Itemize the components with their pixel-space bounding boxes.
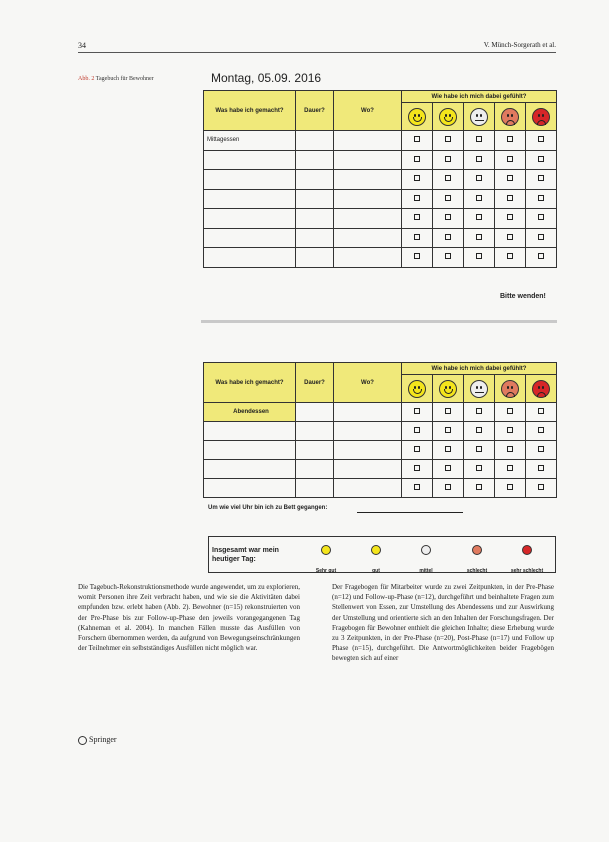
feeling-checkbox[interactable] [414,253,420,259]
duration-cell[interactable] [296,209,334,229]
feeling-checkbox-cell [463,209,494,229]
activity-cell[interactable] [204,479,296,498]
overall-option-3[interactable] [457,542,497,574]
feeling-checkbox[interactable] [507,253,513,259]
feeling-checkbox[interactable] [538,253,544,259]
feeling-checkbox[interactable] [538,234,544,240]
feeling-checkbox[interactable] [507,136,513,142]
overall-rating-box [208,536,556,573]
feeling-checkbox-cell [432,150,463,170]
feeling-checkbox-cell [525,248,556,268]
table-row [204,170,557,190]
figure-caption [78,75,188,84]
activity-cell[interactable]: Abendessen [204,403,296,422]
feeling-checkbox[interactable] [445,234,451,240]
feeling-checkbox-cell [525,441,556,460]
feeling-checkbox[interactable] [476,446,482,452]
feeling-checkbox-cell [402,228,433,248]
feeling-checkbox[interactable] [507,156,513,162]
face-header-cell [402,375,433,403]
feeling-checkbox[interactable] [445,253,451,259]
feeling-checkbox-cell [432,228,463,248]
feeling-checkbox-cell [494,170,525,190]
feeling-checkbox[interactable] [538,195,544,201]
table-row [204,403,557,422]
feeling-checkbox-cell [402,150,433,170]
sad-face-icon [472,545,482,555]
face-header-cell [432,103,463,131]
feeling-checkbox-cell [463,403,494,422]
table-row [204,441,557,460]
neutral-face-icon [470,108,488,126]
very-happy-face-icon [408,380,426,398]
feeling-checkbox-cell [525,170,556,190]
feeling-checkbox[interactable] [538,156,544,162]
feeling-checkbox[interactable] [445,156,451,162]
very-happy-face-icon [408,108,426,126]
bedtime-answer-line [357,512,463,513]
table-row [204,228,557,248]
very-sad-face-icon [522,545,532,555]
feeling-checkbox[interactable] [476,136,482,142]
table-row [204,460,557,479]
table-row [204,248,557,268]
feeling-checkbox-cell [463,422,494,441]
neutral-face-icon [470,380,488,398]
feeling-checkbox-cell [525,422,556,441]
overall-rating-label: Insgesamt war mein heutiger Tag: [212,547,279,563]
feeling-checkbox[interactable] [414,408,420,414]
happy-face-icon [439,108,457,126]
feeling-checkbox[interactable] [445,446,451,452]
very-happy-face-icon [321,545,331,555]
feeling-checkbox[interactable] [538,484,544,490]
feeling-checkbox-cell [494,209,525,229]
overall-option-label: gut [372,568,380,574]
publisher-footer [78,735,117,745]
feeling-checkbox[interactable] [476,156,482,162]
face-header-cell [525,103,556,131]
face-header-cell [432,375,463,403]
feeling-checkbox-cell [494,131,525,151]
place-cell[interactable] [334,209,402,229]
diary-date: Montag, 05.09. 2016 [211,71,322,85]
feeling-checkbox[interactable] [445,175,451,181]
feeling-checkbox[interactable] [414,156,420,162]
feeling-checkbox-cell [402,248,433,268]
feeling-checkbox[interactable] [476,253,482,259]
duration-cell[interactable] [296,441,334,460]
feeling-checkbox[interactable] [414,446,420,452]
feeling-checkbox[interactable] [507,234,513,240]
feeling-checkbox-cell [494,479,525,498]
feeling-checkbox[interactable] [414,195,420,201]
feeling-checkbox[interactable] [414,465,420,471]
feeling-checkbox[interactable] [445,408,451,414]
feeling-checkbox[interactable] [476,195,482,201]
feeling-checkbox-cell [525,228,556,248]
duration-cell[interactable] [296,189,334,209]
feeling-checkbox[interactable] [507,408,513,414]
feeling-checkbox-cell [402,422,433,441]
duration-cell[interactable] [296,248,334,268]
activity-cell[interactable] [204,441,296,460]
feeling-checkbox[interactable] [476,214,482,220]
feeling-checkbox-cell [525,150,556,170]
feeling-checkbox[interactable] [414,234,420,240]
table-row [204,209,557,229]
sad-face-icon [501,108,519,126]
activity-cell[interactable] [204,228,296,248]
duration-cell[interactable] [296,170,334,190]
feeling-checkbox-cell [463,150,494,170]
feeling-checkbox-cell [525,189,556,209]
table-row [204,131,557,151]
feeling-checkbox[interactable] [445,136,451,142]
feeling-checkbox-cell [432,248,463,268]
place-cell[interactable] [334,441,402,460]
table-row [204,479,557,498]
overall-option-1[interactable] [356,542,396,574]
neutral-face-icon [421,545,431,555]
feeling-checkbox[interactable] [538,175,544,181]
header-rule [78,52,556,53]
feeling-checkbox[interactable] [445,214,451,220]
sad-face-icon [501,380,519,398]
col-place-header: Wo? [334,91,402,131]
feeling-checkbox[interactable] [538,136,544,142]
feeling-checkbox[interactable] [507,195,513,201]
feeling-checkbox[interactable] [476,234,482,240]
table-row [204,189,557,209]
col-place-header: Wo? [334,363,402,403]
place-cell[interactable] [334,403,402,422]
face-header-cell [463,103,494,131]
diary-table-lunch [203,90,557,268]
overall-option-4[interactable] [507,542,547,574]
very-sad-face-icon [532,380,550,398]
diary-table-dinner [203,362,557,498]
place-cell[interactable] [334,479,402,498]
col-feeling-header: Wie habe ich mich dabei gefühlt? [402,91,557,103]
feeling-checkbox-cell [525,403,556,422]
overall-option-label: sehr schlecht [510,568,544,574]
feeling-checkbox-cell [494,189,525,209]
feeling-checkbox-cell [402,460,433,479]
duration-cell[interactable] [296,131,334,151]
feeling-checkbox[interactable] [476,175,482,181]
feeling-checkbox-cell [402,479,433,498]
feeling-checkbox[interactable] [538,214,544,220]
duration-cell[interactable] [296,460,334,479]
place-cell[interactable] [334,131,402,151]
publisher-name: Springer [89,735,117,744]
running-head: V. Münch-Sorgerath et al. [483,41,556,49]
feeling-checkbox-cell [432,479,463,498]
feeling-checkbox[interactable] [476,427,482,433]
feeling-checkbox-cell [494,460,525,479]
figure-caption-text: Tagebuch für Bewohner [95,76,154,82]
feeling-checkbox-cell [432,209,463,229]
feeling-checkbox-cell [402,441,433,460]
springer-logo-icon [78,736,87,745]
body-text-left: Die Tagebuch-Rekonstruktionsmethode wurde angewendet, um zu explorieren, womit Personen ihre Zeit verbracht haben, und wie sie die Aktivitäten dabei empfunden bzw. erlebt haben (Abb. 2). Bewohner (n=15) rekonstruierten von der Pre-Phase bis zur Follow-up-Phase den jeweils vorangegangenen Tag (Kahneman et al. 2004). In manchen Fällen musste das Ausfüllen von Forschern übernommen werden, da aufgrund von Bewegungseinschränkungen der Teilnehmer ein selbstständiges Ausfüllen nicht möglich war. [78,583,300,653]
feeling-checkbox-cell [402,189,433,209]
feeling-checkbox-cell [494,441,525,460]
duration-cell[interactable] [296,422,334,441]
activity-cell[interactable] [204,209,296,229]
col-feeling-header: Wie habe ich mich dabei gefühlt? [402,363,557,375]
feeling-checkbox[interactable] [476,465,482,471]
feeling-checkbox-cell [432,403,463,422]
activity-cell[interactable] [204,422,296,441]
feeling-checkbox-cell [402,403,433,422]
overall-option-label: mittel [419,568,433,574]
very-sad-face-icon [532,108,550,126]
page-divider [201,320,557,323]
feeling-checkbox-cell [463,441,494,460]
feeling-checkbox[interactable] [538,465,544,471]
feeling-checkbox[interactable] [414,214,420,220]
face-header-cell [525,375,556,403]
feeling-checkbox[interactable] [414,427,420,433]
feeling-checkbox[interactable] [507,465,513,471]
feeling-checkbox-cell [432,170,463,190]
feeling-checkbox-cell [463,248,494,268]
place-cell[interactable] [334,170,402,190]
feeling-checkbox[interactable] [414,175,420,181]
feeling-checkbox-cell [525,460,556,479]
feeling-checkbox-cell [432,189,463,209]
feeling-checkbox[interactable] [445,484,451,490]
activity-cell[interactable] [204,150,296,170]
face-header-cell [402,103,433,131]
face-header-cell [494,375,525,403]
feeling-checkbox-cell [525,209,556,229]
feeling-checkbox[interactable] [414,136,420,142]
feeling-checkbox-cell [432,131,463,151]
feeling-checkbox-cell [525,131,556,151]
place-cell[interactable] [334,248,402,268]
feeling-checkbox-cell [463,170,494,190]
duration-cell[interactable] [296,228,334,248]
feeling-checkbox[interactable] [476,484,482,490]
feeling-checkbox-cell [402,170,433,190]
feeling-checkbox[interactable] [507,484,513,490]
feeling-checkbox-cell [402,209,433,229]
feeling-checkbox-cell [494,422,525,441]
feeling-checkbox-cell [494,403,525,422]
feeling-checkbox[interactable] [414,484,420,490]
feeling-checkbox-cell [494,248,525,268]
duration-cell[interactable] [296,403,334,422]
feeling-checkbox-cell [432,460,463,479]
overall-option-label: schlecht [466,568,488,574]
feeling-checkbox-cell [463,131,494,151]
feeling-checkbox[interactable] [538,408,544,414]
feeling-checkbox[interactable] [507,175,513,181]
feeling-checkbox-cell [432,422,463,441]
activity-cell[interactable] [204,170,296,190]
activity-cell[interactable] [204,460,296,479]
place-cell[interactable] [334,422,402,441]
feeling-checkbox-cell [463,479,494,498]
feeling-checkbox-cell [432,441,463,460]
table-row [204,422,557,441]
page-number: 34 [78,41,86,50]
feeling-checkbox[interactable] [538,446,544,452]
duration-cell[interactable] [296,479,334,498]
body-text-right: Der Fragebogen für Mitarbeiter wurde zu zwei Zeitpunkten, in der Pre-Phase (n=12) und Follow-up-Phase (n=12), durchgeführt und beinhaltete Fragen zum Stellenwert von Essen, zur Umstellung des Abendessens und zur Auswirkung der Umstellung und orientierte sich an den Inhalten der Forschungsfragen. Der Fragebogen für Bewohner enthielt die gleichen Inhalte; diese Erhebung wurde zu 3 Zeitpunkten, in der Pre-Phase (n=20), Post-Phase (n=17) und Follow up Phase (n=15), durchgeführt. Die Antwortmöglichkeiten beider Fragebögen bewegten sich auf einer [332,583,554,663]
place-cell[interactable] [334,189,402,209]
activity-cell[interactable]: Mittagessen [204,131,296,151]
happy-face-icon [439,380,457,398]
overall-option-label: Sehr gut [315,568,337,574]
col-activity-header: Was habe ich gemacht? [204,91,296,131]
face-header-cell [463,375,494,403]
feeling-checkbox[interactable] [445,195,451,201]
feeling-checkbox-cell [525,479,556,498]
feeling-checkbox-cell [494,150,525,170]
feeling-checkbox[interactable] [538,427,544,433]
overall-option-2[interactable] [406,542,446,574]
happy-face-icon [371,545,381,555]
feeling-checkbox-cell [463,228,494,248]
feeling-checkbox[interactable] [476,408,482,414]
col-activity-header: Was habe ich gemacht? [204,363,296,403]
feeling-checkbox[interactable] [507,214,513,220]
feeling-checkbox-cell [494,228,525,248]
feeling-checkbox[interactable] [507,427,513,433]
feeling-checkbox-cell [402,131,433,151]
feeling-checkbox[interactable] [445,465,451,471]
place-cell[interactable] [334,150,402,170]
feeling-checkbox[interactable] [445,427,451,433]
feeling-checkbox-cell [463,189,494,209]
turn-page-note: Bitte wenden! [500,293,546,300]
duration-cell[interactable] [296,150,334,170]
activity-cell[interactable] [204,189,296,209]
figure-number: Abb. 2 [78,76,95,82]
face-header-cell [494,103,525,131]
feeling-checkbox[interactable] [507,446,513,452]
overall-option-0[interactable] [306,542,346,574]
col-duration-header: Dauer? [296,91,334,131]
feeling-checkbox-cell [463,460,494,479]
activity-cell[interactable] [204,248,296,268]
place-cell[interactable] [334,460,402,479]
bedtime-question: Um wie viel Uhr bin ich zu Bett gegangen: [208,505,328,511]
place-cell[interactable] [334,228,402,248]
col-duration-header: Dauer? [296,363,334,403]
table-row [204,150,557,170]
